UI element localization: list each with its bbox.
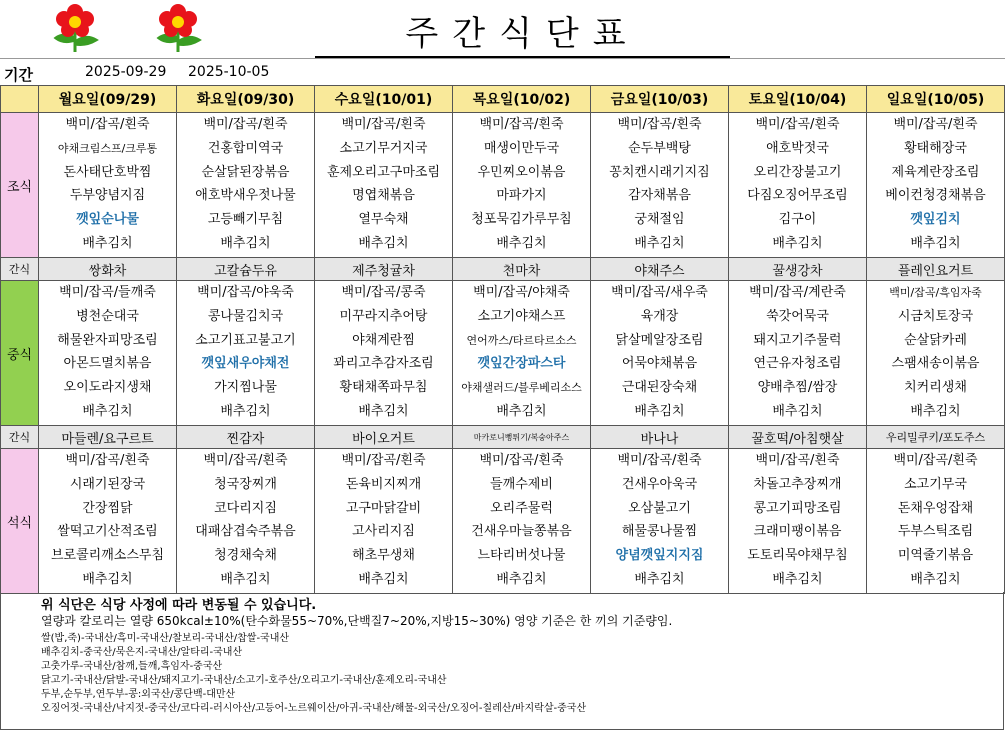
- menu-item: 백미/잡곡/흰죽: [479, 117, 564, 132]
- menu-item: 야채샐러드/블루베리소스: [461, 381, 582, 395]
- breakfast-cell: [453, 113, 591, 258]
- menu-item: 배추김치: [358, 571, 409, 587]
- menu-item: 배추김치: [772, 235, 823, 251]
- day-header: 월요일(09/29): [39, 86, 177, 113]
- dinner-row: [1, 449, 1005, 594]
- lunch-row: [1, 281, 1005, 426]
- menu-item: 건홍합미역국: [207, 140, 284, 156]
- lunch-cell: [177, 281, 315, 426]
- menu-item: 백미/잡곡/콩죽: [341, 285, 426, 300]
- day-header: 수요일(10/01): [315, 86, 453, 113]
- flower-icon: [145, 4, 215, 52]
- lunch-cell: [729, 281, 867, 426]
- menu-item: 쌀떡고기산적조림: [57, 524, 158, 540]
- menu-item: 미역줄기볶음: [897, 548, 974, 564]
- menu-item: 배추김치: [220, 235, 271, 251]
- menu-item: 청경채숙채: [214, 548, 277, 564]
- menu-item: 야채계란찜: [352, 332, 415, 348]
- menu-item: 오리간장불고기: [753, 164, 842, 180]
- day-header: 토요일(10/04): [729, 86, 867, 113]
- menu-item: 깻잎김치: [910, 212, 961, 228]
- menu-item: 배추김치: [634, 235, 685, 251]
- snack1-cell: 천마차: [453, 258, 591, 281]
- breakfast-cell: [39, 113, 177, 258]
- day-header: 목요일(10/02): [453, 86, 591, 113]
- breakfast-cell: [729, 113, 867, 258]
- snack1-cell: 고칼슘두유: [177, 258, 315, 281]
- title-box: [315, 0, 730, 58]
- menu-item: 황태채쪽파무침: [339, 380, 428, 396]
- menu-item: 백미/잡곡/흰죽: [479, 453, 564, 468]
- menu-item: 콩나물김치국: [207, 308, 284, 324]
- snack2-cell: 우리밀쿠키/포도주스: [867, 426, 1005, 449]
- menu-item: 백미/잡곡/흰죽: [755, 453, 840, 468]
- snack2-row: [1, 426, 1005, 449]
- origin-line: 닭고기-국내산/닭발-국내산/돼지고기-국내산/소고기-호주산/오리고기-국내산/훈제오리-국내산: [41, 675, 447, 686]
- snack2-label: 간식: [1, 426, 39, 449]
- menu-item: 훈제오리고구마조림: [326, 164, 441, 180]
- menu-item: 백미/잡곡/흰죽: [755, 117, 840, 132]
- menu-item: 육개장: [640, 308, 679, 324]
- menu-item: 배추김치: [82, 235, 133, 251]
- menu-item: 배추김치: [358, 403, 409, 419]
- menu-item: 해물완자피망조림: [57, 332, 158, 348]
- menu-item: 우민찌오이볶음: [477, 164, 566, 180]
- period-end-date: 2025-10-05: [188, 64, 270, 80]
- menu-item: 백미/잡곡/계란죽: [749, 285, 846, 300]
- menu-item: 두부스틱조림: [897, 524, 974, 540]
- snack1-cell: 야채주스: [591, 258, 729, 281]
- menu-item: 꽈리고추감자조림: [333, 356, 434, 372]
- lunch-label: 중식: [1, 281, 39, 426]
- menu-item: 두부양념지짐: [69, 188, 146, 204]
- lunch-cell: [315, 281, 453, 426]
- menu-item: 마파가지: [496, 188, 547, 204]
- menu-item: 백미/잡곡/흰죽: [65, 117, 150, 132]
- breakfast-row: [1, 113, 1005, 258]
- origin-line: 쌀(밥,죽)-국내산/흑미-국내산/찰보리-국내산/찹쌀-국내산: [41, 633, 290, 644]
- menu-item: 브로콜리깨소스무침: [50, 548, 165, 564]
- menu-item: 아몬드멸치볶음: [63, 356, 152, 372]
- menu-item: 배추김치: [634, 571, 685, 587]
- lunch-cell: [39, 281, 177, 426]
- flower-icon: [42, 4, 112, 52]
- dinner-cell: [177, 449, 315, 594]
- day-header: 일요일(10/05): [867, 86, 1005, 113]
- nutrition-text: 열량과 칼로리는 열량 650kcal±10%(탄수화물55~70%,단백질7~20%,지방15~30%) 영양 기준은 한 끼의 기준량임.: [41, 614, 673, 628]
- lunch-cell: [867, 281, 1005, 426]
- menu-item: 배추김치: [910, 235, 961, 251]
- menu-item: 스팸새송이볶음: [891, 356, 980, 372]
- menu-item: 백미/잡곡/들깨죽: [59, 285, 156, 300]
- menu-item: 돈채우엉잡채: [897, 500, 974, 516]
- origin-line: 배추김치-중국산/묵은지-국내산/알타리-국내산: [41, 647, 243, 658]
- menu-item: 애호박젓국: [766, 140, 829, 156]
- menu-item: 배추김치: [358, 235, 409, 251]
- menu-item: 돈사태단호박찜: [63, 164, 152, 180]
- menu-item: 배추김치: [496, 403, 547, 419]
- day-header: 금요일(10/03): [591, 86, 729, 113]
- menu-item: 백미/잡곡/흰죽: [203, 453, 288, 468]
- menu-item: 다짐오징어무조림: [747, 188, 848, 204]
- notes-section: [0, 592, 1004, 730]
- menu-item: 백미/잡곡/흰죽: [65, 453, 150, 468]
- menu-item: 황태해장국: [904, 140, 967, 156]
- dinner-cell: [729, 449, 867, 594]
- menu-item: 연어까스/타르타르소스: [466, 333, 577, 347]
- origin-line: 고춧가루-국내산/참깨,들깨,흑임자-중국산: [41, 661, 223, 672]
- menu-item: 베이컨청경채볶음: [885, 188, 986, 204]
- menu-item: 배추김치: [772, 571, 823, 587]
- menu-item: 미꾸라지추어탕: [339, 308, 428, 324]
- menu-item: 열무숙채: [358, 212, 409, 228]
- menu-item: 쑥갓어묵국: [766, 308, 829, 324]
- menu-item: 시금치토장국: [897, 308, 974, 324]
- menu-item: 소고기무거지국: [339, 140, 428, 156]
- menu-item: 배추김치: [496, 571, 547, 587]
- dinner-cell: [867, 449, 1005, 594]
- menu-item: 백미/잡곡/흰죽: [341, 453, 426, 468]
- snack2-cell: 마카로니뻥튀기/복숭아주스: [453, 426, 591, 449]
- breakfast-cell: [177, 113, 315, 258]
- origin-list: [41, 632, 1001, 716]
- menu-item: 배추김치: [910, 403, 961, 419]
- breakfast-label: 조식: [1, 113, 39, 258]
- menu-item: 배추김치: [634, 403, 685, 419]
- menu-item: 순살닭된장볶음: [201, 164, 290, 180]
- menu-item: 매생이만두국: [483, 140, 560, 156]
- menu-item: 제육계란장조림: [891, 164, 980, 180]
- menu-item: 백미/잡곡/흰죽: [617, 117, 702, 132]
- menu-item: 건새우마늘쫑볶음: [471, 524, 572, 540]
- menu-item: 백미/잡곡/흰죽: [617, 453, 702, 468]
- page-title: 주간식단표: [405, 14, 640, 54]
- origin-line: 두부,순두부,연두부-콩:외국산/콩단백-대만산: [41, 689, 236, 700]
- snack2-cell: 꿀호떡/아침햇살: [729, 426, 867, 449]
- menu-item: 백미/잡곡/새우죽: [611, 285, 708, 300]
- menu-item: 깻잎간장파스타: [477, 356, 566, 372]
- menu-item: 백미/잡곡/흰죽: [893, 117, 978, 132]
- menu-item: 깻잎새우야채전: [201, 356, 290, 372]
- weekly-menu-table: [0, 85, 1005, 594]
- dinner-label: 석식: [1, 449, 39, 594]
- snack1-cell: 쌍화차: [39, 258, 177, 281]
- day-header: 화요일(09/30): [177, 86, 315, 113]
- menu-item: 소고기표고불고기: [195, 332, 296, 348]
- menu-item: 해초무생채: [352, 548, 415, 564]
- snack2-cell: 찐감자: [177, 426, 315, 449]
- menu-item: 배추김치: [82, 571, 133, 587]
- menu-item: 크래미팽이볶음: [753, 524, 842, 540]
- menu-item: 돈육비지찌개: [345, 476, 422, 492]
- menu-item: 돼지고기주물럭: [753, 332, 842, 348]
- menu-item: 백미/잡곡/흰죽: [893, 453, 978, 468]
- menu-item: 애호박새우젓나물: [195, 188, 296, 204]
- snack2-cell: 바나나: [591, 426, 729, 449]
- menu-item: 청국장찌개: [214, 476, 277, 492]
- menu-item: 감자채볶음: [628, 188, 691, 204]
- snack1-row: [1, 258, 1005, 281]
- menu-item: 콩고기피망조림: [753, 500, 842, 516]
- snack2-cell: 바이오거트: [315, 426, 453, 449]
- menu-item: 꽁치캔시래기지짐: [609, 164, 710, 180]
- menu-item: 고구마닭갈비: [345, 500, 422, 516]
- menu-item: 소고기무국: [904, 476, 967, 492]
- menu-item: 백미/잡곡/야욱죽: [197, 285, 294, 300]
- menu-item: 배추김치: [220, 403, 271, 419]
- menu-item: 배추김치: [220, 571, 271, 587]
- menu-item: 백미/잡곡/흰죽: [341, 117, 426, 132]
- menu-item: 간장찜닭: [82, 500, 133, 516]
- lunch-cell: [453, 281, 591, 426]
- menu-item: 순두부백탕: [628, 140, 691, 156]
- menu-item: 배추김치: [772, 403, 823, 419]
- menu-item: 코다리지짐: [214, 500, 277, 516]
- menu-item: 궁채절임: [634, 212, 685, 228]
- menu-item: 느타리버섯나물: [477, 548, 566, 564]
- dinner-cell: [591, 449, 729, 594]
- period-start-date: 2025-09-29: [85, 64, 167, 80]
- menu-item: 배추김치: [910, 571, 961, 587]
- menu-item: 오리주물럭: [490, 500, 553, 516]
- menu-item: 깻잎순나물: [76, 212, 139, 228]
- dinner-cell: [39, 449, 177, 594]
- period-row: [0, 58, 1005, 85]
- notice-text: 위 식단은 식당 사정에 따라 변동될 수 있습니다.: [41, 598, 317, 613]
- breakfast-cell: [591, 113, 729, 258]
- menu-item: 시래기된장국: [69, 476, 146, 492]
- menu-item: 양배추찜/쌈장: [757, 380, 838, 396]
- menu-item: 가지찜나물: [214, 380, 277, 396]
- menu-item: 순살닭카레: [904, 332, 967, 348]
- menu-item: 차돌고추장찌개: [753, 476, 842, 492]
- snack1-cell: 플레인요거트: [867, 258, 1005, 281]
- dinner-cell: [315, 449, 453, 594]
- menu-item: 청포묵김가루무침: [471, 212, 572, 228]
- breakfast-cell: [315, 113, 453, 258]
- menu-item: 백미/잡곡/야채죽: [473, 285, 570, 300]
- breakfast-cell: [867, 113, 1005, 258]
- menu-item: 양념깻잎지지짐: [615, 548, 704, 564]
- menu-item: 해물콩나물찜: [621, 524, 698, 540]
- menu-item: 건새우아욱국: [621, 476, 698, 492]
- menu-item: 어묵야채볶음: [621, 356, 698, 372]
- menu-item: 병천순대국: [76, 308, 139, 324]
- period-label: 기간: [4, 66, 33, 84]
- menu-item: 소고기야채스프: [477, 308, 566, 324]
- menu-item: 배추김치: [82, 403, 133, 419]
- menu-item: 야채크림스프/크루통: [57, 141, 158, 155]
- menu-item: 치커리생채: [904, 380, 967, 396]
- menu-item: 명엽채볶음: [352, 188, 415, 204]
- menu-item: 오삼불고기: [628, 500, 691, 516]
- origin-line: 오징어젓-국내산/낙지젓-중국산/코다리-러시아산/고등어-노르웨이산/아귀-국내산/해물-외국산/오징어-칠레산/바지락살-중국산: [41, 703, 587, 714]
- menu-item: 고등빼기무침: [207, 212, 284, 228]
- menu-item: 오이도라지생채: [63, 380, 152, 396]
- snack1-label: 간식: [1, 258, 39, 281]
- menu-item: 고사리지짐: [352, 524, 415, 540]
- snack2-cell: 마들렌/요구르트: [39, 426, 177, 449]
- menu-item: 김구이: [778, 212, 817, 228]
- menu-item: 백미/잡곡/흑임자죽: [889, 286, 982, 299]
- menu-item: 백미/잡곡/흰죽: [203, 117, 288, 132]
- menu-item: 닭살메알장조림: [615, 332, 704, 348]
- menu-item: 배추김치: [496, 235, 547, 251]
- snack1-cell: 꿀생강차: [729, 258, 867, 281]
- header-corner: [1, 86, 39, 113]
- menu-item: 도토리묵야채무침: [747, 548, 848, 564]
- menu-item: 근대된장숙채: [621, 380, 698, 396]
- snack1-cell: 제주청귤차: [315, 258, 453, 281]
- menu-item: 대패삼겹숙주볶음: [195, 524, 296, 540]
- dinner-cell: [453, 449, 591, 594]
- menu-item: 연근유자청조림: [753, 356, 842, 372]
- menu-item: 들깨수제비: [490, 476, 553, 492]
- lunch-cell: [591, 281, 729, 426]
